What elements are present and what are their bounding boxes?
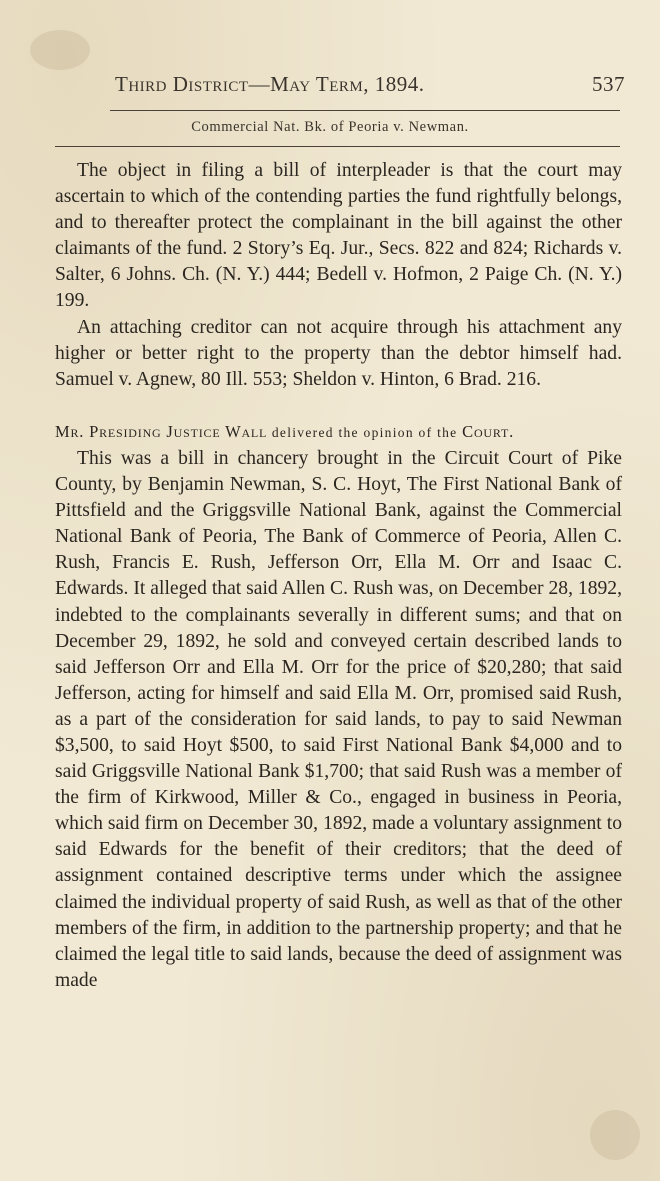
paper-stain xyxy=(590,1110,640,1160)
argument-paragraph: An attaching creditor can not acquire through his attachment any higher or better right to the property than the debtor himself had. Samuel v. Agnew, 80 Ill. 553; Sheldon v. Hinton, 6 Brad. 216. xyxy=(55,316,622,390)
justice-name: Mr. Presiding Justice Wall xyxy=(55,421,268,441)
header-rule xyxy=(110,110,620,111)
section-gap xyxy=(55,393,622,419)
page-number: 537 xyxy=(592,72,625,96)
opinion-paragraph: This was a bill in chancery brought in the Circuit Court of Pike County, by Benjamin Newman, S. C. Hoyt, The First National Bank of Pittsfield and the Griggsville National Bank, against the Commercial National Bank of Peoria, The Bank of Commerce of Peoria, Allen C. Rush, Francis E. Rush, Jefferson Orr, Ella M. Orr and Isaac C. Edwards. It alleged that said Allen C. Rush was, on December 28, 1892, indebted to the complainants severally in different sums; and that on December 29, 1892, he sold and conveyed certain described lands to said Jefferson Orr and Ella M. Orr for the price of $20,280; that said Jefferson, acting for himself and said Ella M. Orr, promised said Rush, as a part of the consideration for said lands, to pay to said Newman $3,500, to said Hoyt $500, to said First National Bank $4,000 and to said Griggsville National Bank $1,700; that said Rush was a member of the firm of Kirkwood, Miller & Co., engaged in business in Peoria, which said firm on December 30, 1892, made a voluntary assignment to said Edwards for the benefit of their creditors; that the deed of assignment contained descriptive terms under which the assignee claimed the individual property of said Rush, as well as that of the other members of the firm, in addition to the partnership property; and that he claimed the legal title to said lands, because the deed of assignment was made xyxy=(55,447,622,991)
case-title: Commercial Nat. Bk. of Peoria v. Newman. xyxy=(191,119,469,135)
opinion-heading-court: Court. xyxy=(462,421,515,441)
opinion-heading xyxy=(55,419,622,446)
argument-paragraph: The object in filing a bill of interpleader is that the court may ascertain to which of the contending parties the fund rightfully belongs, and to thereafter protect the complainant in the bill against the other claimants of the fund. 2 Story’s Eq. Jur., Secs. 822 and 824; Richards v. Salter, 6 Johns. Ch. (N. Y.) 444; Bedell v. Hofmon, 2 Paige Ch. (N. Y.) 199. xyxy=(55,160,622,312)
opinion-heading-text: delivered the opinion of the xyxy=(267,424,463,440)
case-title-rule xyxy=(55,146,620,147)
running-head-title: Third District—May Term, 1894. xyxy=(115,72,425,96)
running-head xyxy=(115,72,625,104)
paper-stain xyxy=(30,30,90,70)
body-text xyxy=(55,158,622,994)
